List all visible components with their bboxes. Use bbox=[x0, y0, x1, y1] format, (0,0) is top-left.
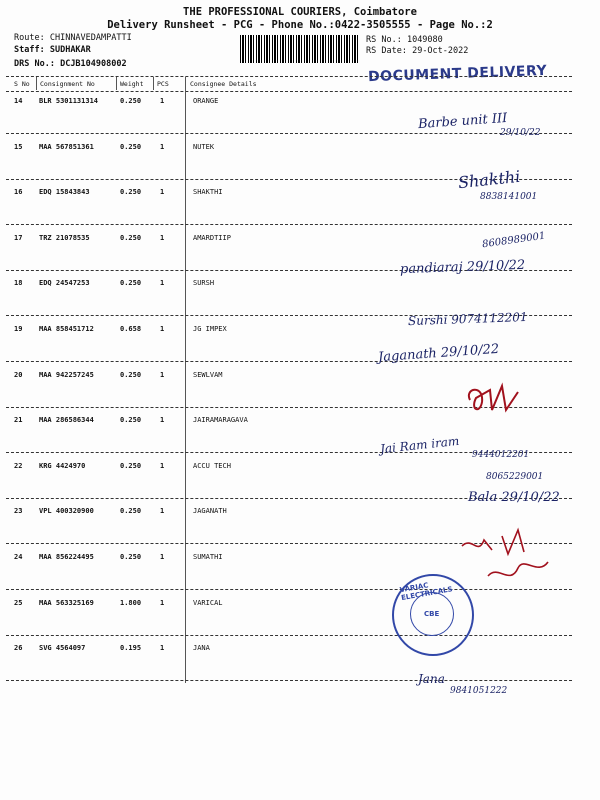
row-weight: 0.250 bbox=[120, 416, 142, 425]
drs-value: DCJB104908002 bbox=[60, 59, 127, 69]
row-weight: 0.250 bbox=[120, 279, 142, 288]
row-weight: 0.250 bbox=[120, 233, 142, 242]
row-consignment-no: KRG 4424970 bbox=[39, 461, 86, 470]
staff-line: Staff: SUDHAKAR bbox=[14, 45, 91, 55]
col-sep bbox=[36, 77, 37, 90]
row-weight: 0.250 bbox=[120, 370, 142, 379]
row-consignee: JAIRAMARAGAVA bbox=[193, 416, 248, 425]
handwriting-phone: 9444012201 bbox=[472, 450, 530, 460]
row-consignment-no: MAA 563325169 bbox=[39, 598, 94, 607]
row-sno: 21 bbox=[14, 416, 23, 425]
row-sno: 18 bbox=[14, 279, 23, 288]
rs-no-value: 1049080 bbox=[406, 35, 443, 45]
row-separator bbox=[6, 680, 572, 681]
route-line: Route: CHINNAVEDAMPATTI bbox=[14, 33, 132, 43]
rs-no-line: RS No.: 1049080 bbox=[366, 35, 443, 45]
handwriting-phone: 8608989001 bbox=[481, 230, 547, 251]
row-sno: 19 bbox=[14, 325, 23, 333]
row-consignment-no: MAA 858451712 bbox=[39, 325, 94, 333]
row-consignment-no: BLR 5301131314 bbox=[39, 97, 99, 105]
header-top-rule bbox=[6, 76, 572, 77]
header-bottom-rule bbox=[6, 91, 572, 92]
rs-date-line: RS Date: 29-Oct-2022 bbox=[366, 46, 469, 56]
row-consignment-no: MAA 286586344 bbox=[39, 416, 94, 425]
row-consignee: VARICAL bbox=[193, 598, 223, 607]
row-consignee: JG IMPEX bbox=[193, 325, 227, 333]
signature: Shakthi bbox=[457, 166, 522, 193]
row-pcs: 1 bbox=[160, 188, 165, 197]
row-pcs: 1 bbox=[160, 325, 165, 333]
row-pcs: 1 bbox=[160, 97, 165, 105]
row-weight: 0.250 bbox=[120, 507, 142, 516]
row-consignee: SEWLVAM bbox=[193, 370, 223, 379]
row-consignee: SUMATHI bbox=[193, 553, 223, 561]
row-weight: 0.250 bbox=[120, 97, 142, 105]
runsheet-title: Delivery Runsheet - PCG - Phone No.:0422-3505555 - Page No.:2 bbox=[107, 19, 493, 31]
row-consignment-no: EDQ 24547253 bbox=[39, 279, 90, 288]
row-consignment-no: SVG 4564097 bbox=[39, 644, 86, 653]
row-consignee: ORANGE bbox=[193, 97, 219, 105]
seal-top-text: VARIAC ELECTRICALS bbox=[399, 581, 454, 603]
consignee-divider bbox=[185, 77, 186, 683]
row-sno: 15 bbox=[14, 142, 23, 151]
row-weight: 0.250 bbox=[120, 461, 142, 470]
row-sno: 17 bbox=[14, 233, 23, 242]
signature: Jaganath 29/10/22 bbox=[377, 341, 500, 366]
barcode bbox=[240, 35, 358, 63]
row-consignment-no: VPL 400320900 bbox=[39, 507, 94, 516]
row-sno: 26 bbox=[14, 644, 23, 653]
row-pcs: 1 bbox=[160, 507, 165, 516]
row-sno: 14 bbox=[14, 97, 23, 105]
row-consignment-no: MAA 942257245 bbox=[39, 370, 94, 379]
document-delivery-stamp: DOCUMENT DELIVERY bbox=[367, 62, 548, 86]
row-consignment-no: TRZ 21078535 bbox=[39, 233, 90, 242]
company-seal bbox=[392, 574, 474, 656]
signature-scribble bbox=[462, 380, 532, 420]
rs-date-value: 29-Oct-2022 bbox=[412, 46, 469, 56]
row-separator bbox=[6, 224, 572, 225]
staff-value: SUDHAKAR bbox=[49, 45, 91, 55]
row-consignee: SURSH bbox=[193, 279, 215, 288]
row-sno: 16 bbox=[14, 188, 23, 197]
signature: Bala 29/10/22 bbox=[468, 490, 560, 505]
col-sno: S No bbox=[14, 80, 30, 88]
row-weight: 0.250 bbox=[120, 553, 142, 561]
row-consignee: JANA bbox=[193, 644, 210, 653]
row-separator bbox=[6, 133, 572, 134]
row-pcs: 1 bbox=[160, 279, 165, 288]
row-pcs: 1 bbox=[160, 461, 165, 470]
row-separator bbox=[6, 635, 572, 636]
row-consignment-no: MAA 856224495 bbox=[39, 553, 94, 561]
drs-line: DRS No.: DCJB104908002 bbox=[14, 59, 127, 69]
signature-scribble bbox=[458, 516, 568, 596]
handwriting-note: Barbe unit III bbox=[417, 110, 508, 133]
col-consignment: Consignment No bbox=[40, 80, 95, 88]
row-sno: 24 bbox=[14, 553, 23, 561]
signature: pandiaraj 29/10/22 bbox=[399, 257, 526, 278]
company-title: THE PROFESSIONAL COURIERS, Coimbatore bbox=[183, 6, 417, 18]
row-weight: 0.250 bbox=[120, 188, 142, 197]
row-pcs: 1 bbox=[160, 142, 165, 151]
handwriting-phone: 9841051222 bbox=[450, 686, 508, 696]
col-pcs: PCS bbox=[157, 80, 169, 88]
row-consignee: NUTEK bbox=[193, 142, 215, 151]
handwriting-phone: 8065229001 bbox=[486, 472, 544, 482]
col-sep bbox=[116, 77, 117, 90]
row-consignee: JAGANATH bbox=[193, 507, 227, 516]
route-value: CHINNAVEDAMPATTI bbox=[49, 33, 132, 43]
row-pcs: 1 bbox=[160, 233, 165, 242]
row-consignment-no: EDQ 15843843 bbox=[39, 188, 90, 197]
row-weight: 0.250 bbox=[120, 142, 142, 151]
row-consignee: AMARDTIIP bbox=[193, 233, 231, 242]
handwriting-phone: 8838141001 bbox=[480, 192, 538, 202]
col-sep bbox=[153, 77, 154, 90]
row-sno: 20 bbox=[14, 370, 23, 379]
row-consignee: ACCU TECH bbox=[193, 461, 231, 470]
row-sno: 22 bbox=[14, 461, 23, 470]
signature: Jai Ram iram bbox=[379, 433, 460, 457]
row-weight: 1.800 bbox=[120, 598, 142, 607]
row-consignee: SHAKTHI bbox=[193, 188, 223, 197]
row-pcs: 1 bbox=[160, 370, 165, 379]
seal-middle-text: CBE bbox=[424, 610, 440, 618]
row-pcs: 1 bbox=[160, 598, 165, 607]
col-consignee: Consignee Details bbox=[190, 80, 257, 88]
row-weight: 0.658 bbox=[120, 325, 142, 333]
row-pcs: 1 bbox=[160, 416, 165, 425]
col-weight: Weight bbox=[120, 80, 144, 88]
row-sno: 23 bbox=[14, 507, 23, 516]
row-sno: 25 bbox=[14, 598, 23, 607]
row-pcs: 1 bbox=[160, 553, 165, 561]
row-separator bbox=[6, 361, 572, 362]
row-consignment-no: MAA 567851361 bbox=[39, 142, 94, 151]
handwriting-date: 29/10/22 bbox=[500, 128, 541, 138]
signature: Jana bbox=[418, 672, 445, 686]
row-weight: 0.195 bbox=[120, 644, 142, 653]
row-pcs: 1 bbox=[160, 644, 165, 653]
signature: Surshi 9074112201 bbox=[407, 309, 528, 329]
